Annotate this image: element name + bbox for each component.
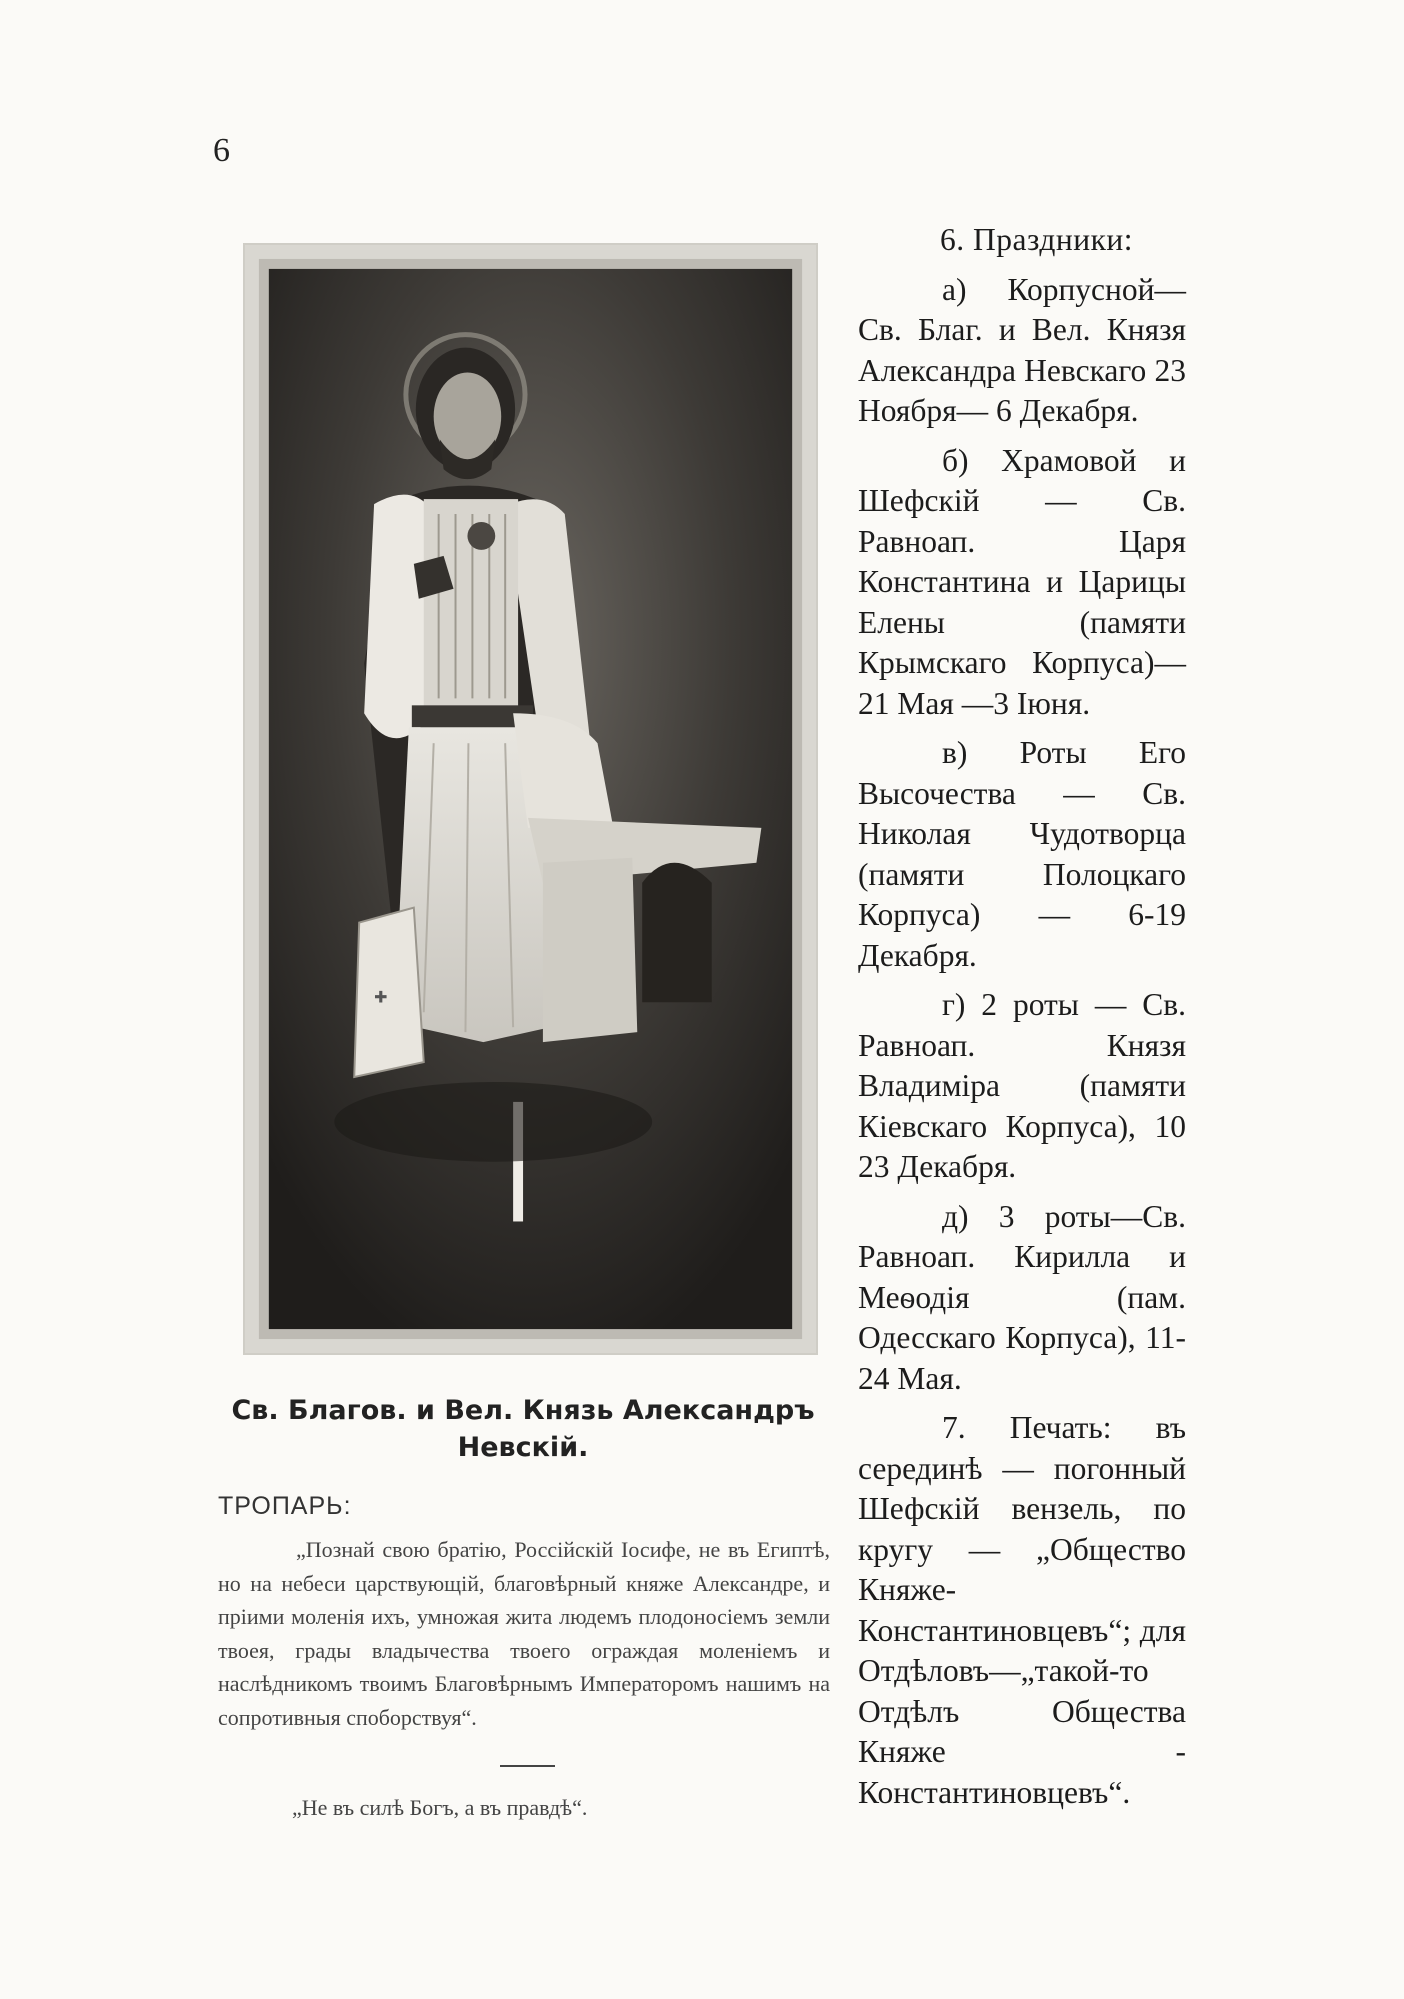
holiday-item: б) Храмовой и Шефскій — Св. Равноап. Царя Константина и Царицы Елены (памяти Крымскаго Корпуса)—21 Мая —3 Іюня. bbox=[858, 442, 1186, 721]
troparion-heading: ТРОПАРЬ: bbox=[218, 1492, 352, 1520]
holiday-item: д) 3 роты—Св. Равноап. Кирилла и Меѳодія (пам. Одесскаго Корпуса), 11-24 Мая. bbox=[858, 1198, 1186, 1396]
svg-text:✚: ✚ bbox=[374, 987, 388, 1007]
holidays-column bbox=[858, 220, 1186, 1822]
caption-line-2: Невскій. bbox=[457, 1432, 589, 1463]
holiday-item: г) 2 роты — Св. Равноап. Князя Владиміра (памяти Кіевскаго Корпуса), 10 23 Декабря. bbox=[858, 987, 1186, 1184]
holiday-item: в) Роты Его Высочества — Св. Николая Чудотворца (памяти Полоцкаго Корпуса) — 6-19 Декабря. bbox=[858, 735, 1186, 973]
holiday-item: а) Корпусной— Св. Благ. и Вел. Князя Александра Невскаго 23 Ноября— 6 Декабря. bbox=[858, 271, 1186, 428]
portrait-illustration bbox=[245, 245, 816, 1353]
portrait-photo bbox=[243, 243, 818, 1355]
seal-description: 7. Печать: въ серединѣ — погонный Шефскій вензель, по кругу — „Общество Княже-Константиновцевъ“; для Отдѣловъ—„такой-то Отдѣлъ Общества Княже - Константиновцевъ“. bbox=[858, 1410, 1186, 1810]
page-number: 6 bbox=[213, 132, 230, 169]
motto: „Не въ силѣ Богъ, а въ правдѣ“. bbox=[292, 1795, 588, 1820]
holidays-heading: 6. Праздники: bbox=[940, 222, 1134, 257]
troparion-text: „Познай свою братію, Россійскій Іосифе, не въ Египтѣ, но на небеси царствующій, благовѣрный княже Александре, и пріими моленія ихъ, умножая жита людемъ плодоносіемъ земли твоея, грады владычества твоего ограждая моленіемъ и наслѣдникомъ твоимъ Благовѣрнымъ Императоромъ нашимъ на сопротивныя споборствуя“. bbox=[218, 1537, 830, 1730]
caption-line-1: Св. Благов. и Вел. Князь Александръ bbox=[231, 1395, 815, 1426]
troparion-divider bbox=[500, 1765, 555, 1767]
portrait-caption bbox=[218, 1392, 828, 1466]
